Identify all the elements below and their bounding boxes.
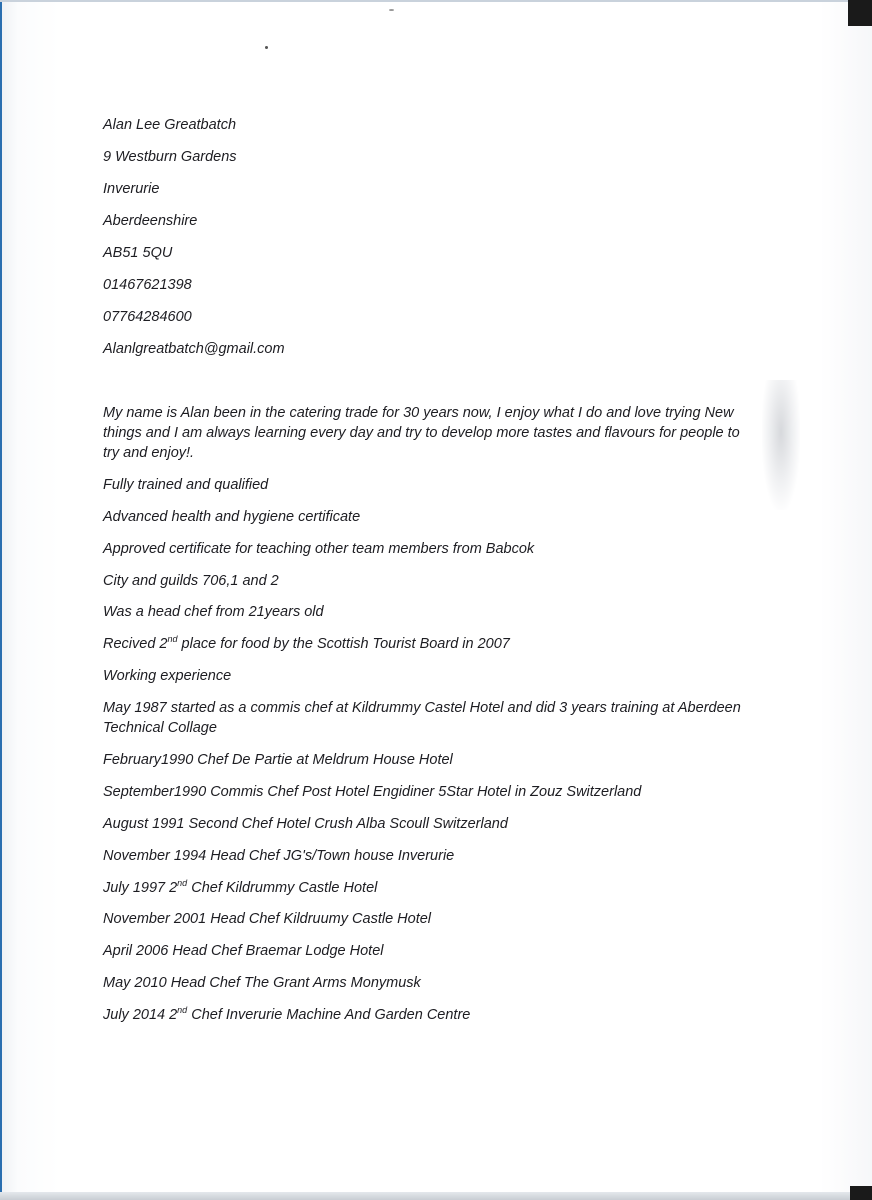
award-text-after: place for food by the Scottish Tourist Board in 2007 (177, 636, 510, 652)
contact-mobile: 07764284600 (103, 309, 192, 325)
job-entry: August 1991 Second Chef Hotel Crush Alba Scoull Switzerland (103, 816, 508, 832)
scan-edge-top (0, 0, 872, 2)
job-text-before: July 2014 2 (103, 1007, 178, 1023)
qualification-city-guilds: City and guilds 706,1 and 2 (103, 573, 279, 589)
contact-town: Inverurie (103, 181, 160, 197)
qualification-award (103, 634, 510, 654)
contact-phone: 01467621398 (103, 277, 192, 293)
qualification-head-chef: Was a head chef from 21years old (103, 604, 324, 620)
job-entry (103, 878, 377, 898)
job-entry (103, 1005, 470, 1025)
contact-email: Alanlgreatbatch@gmail.com (103, 341, 285, 357)
job-entry: May 1987 started as a commis chef at Kildrummy Castel Hotel and did 3 years training at Aberdeen Technical Collage (103, 700, 741, 736)
job-text-after: Chef Kildrummy Castle Hotel (187, 880, 378, 896)
job-entry: April 2006 Head Chef Braemar Lodge Hotel (103, 943, 384, 959)
scan-edge-left (0, 0, 2, 1200)
job-superscript: nd (177, 878, 188, 888)
contact-street: 9 Westburn Gardens (103, 149, 237, 165)
scan-corner-top-right (848, 0, 872, 26)
job-superscript: nd (177, 1005, 188, 1015)
scan-smudge (762, 380, 800, 510)
award-text-before: Recived 2 (103, 636, 168, 652)
job-entry: May 2010 Head Chef The Grant Arms Monymusk (103, 975, 421, 991)
scan-corner-bottom-right (850, 1186, 872, 1200)
contact-county: Aberdeenshire (103, 213, 198, 229)
contact-postcode: AB51 5QU (103, 245, 173, 261)
contact-name: Alan Lee Greatbatch (103, 117, 237, 133)
scan-speck (389, 9, 394, 11)
qualification-teaching: Approved certificate for teaching other team members from Babcok (103, 541, 535, 557)
scan-edge-bottom (0, 1192, 872, 1200)
award-superscript: nd (167, 634, 178, 644)
scan-speck (265, 46, 268, 49)
qualification-trained: Fully trained and qualified (103, 477, 269, 493)
job-text-before: July 1997 2 (103, 880, 178, 896)
qualification-hygiene: Advanced health and hygiene certificate (103, 509, 361, 525)
job-text-after: Chef Inverurie Machine And Garden Centre (187, 1007, 471, 1023)
job-entry: September1990 Commis Chef Post Hotel Engidiner 5Star Hotel in Zouz Switzerland (103, 784, 642, 800)
profile-summary: My name is Alan been in the catering trade for 30 years now, I enjoy what I do and love trying New things and I am always learning every day and try to develop more tastes and flavours for people to try and enjoy!. (103, 405, 740, 461)
job-entry: November 1994 Head Chef JG's/Town house Inverurie (103, 848, 455, 864)
job-entry: February1990 Chef De Partie at Meldrum House Hotel (103, 752, 453, 768)
job-entry: November 2001 Head Chef Kildruumy Castle Hotel (103, 911, 432, 927)
experience-heading: Working experience (103, 668, 232, 684)
